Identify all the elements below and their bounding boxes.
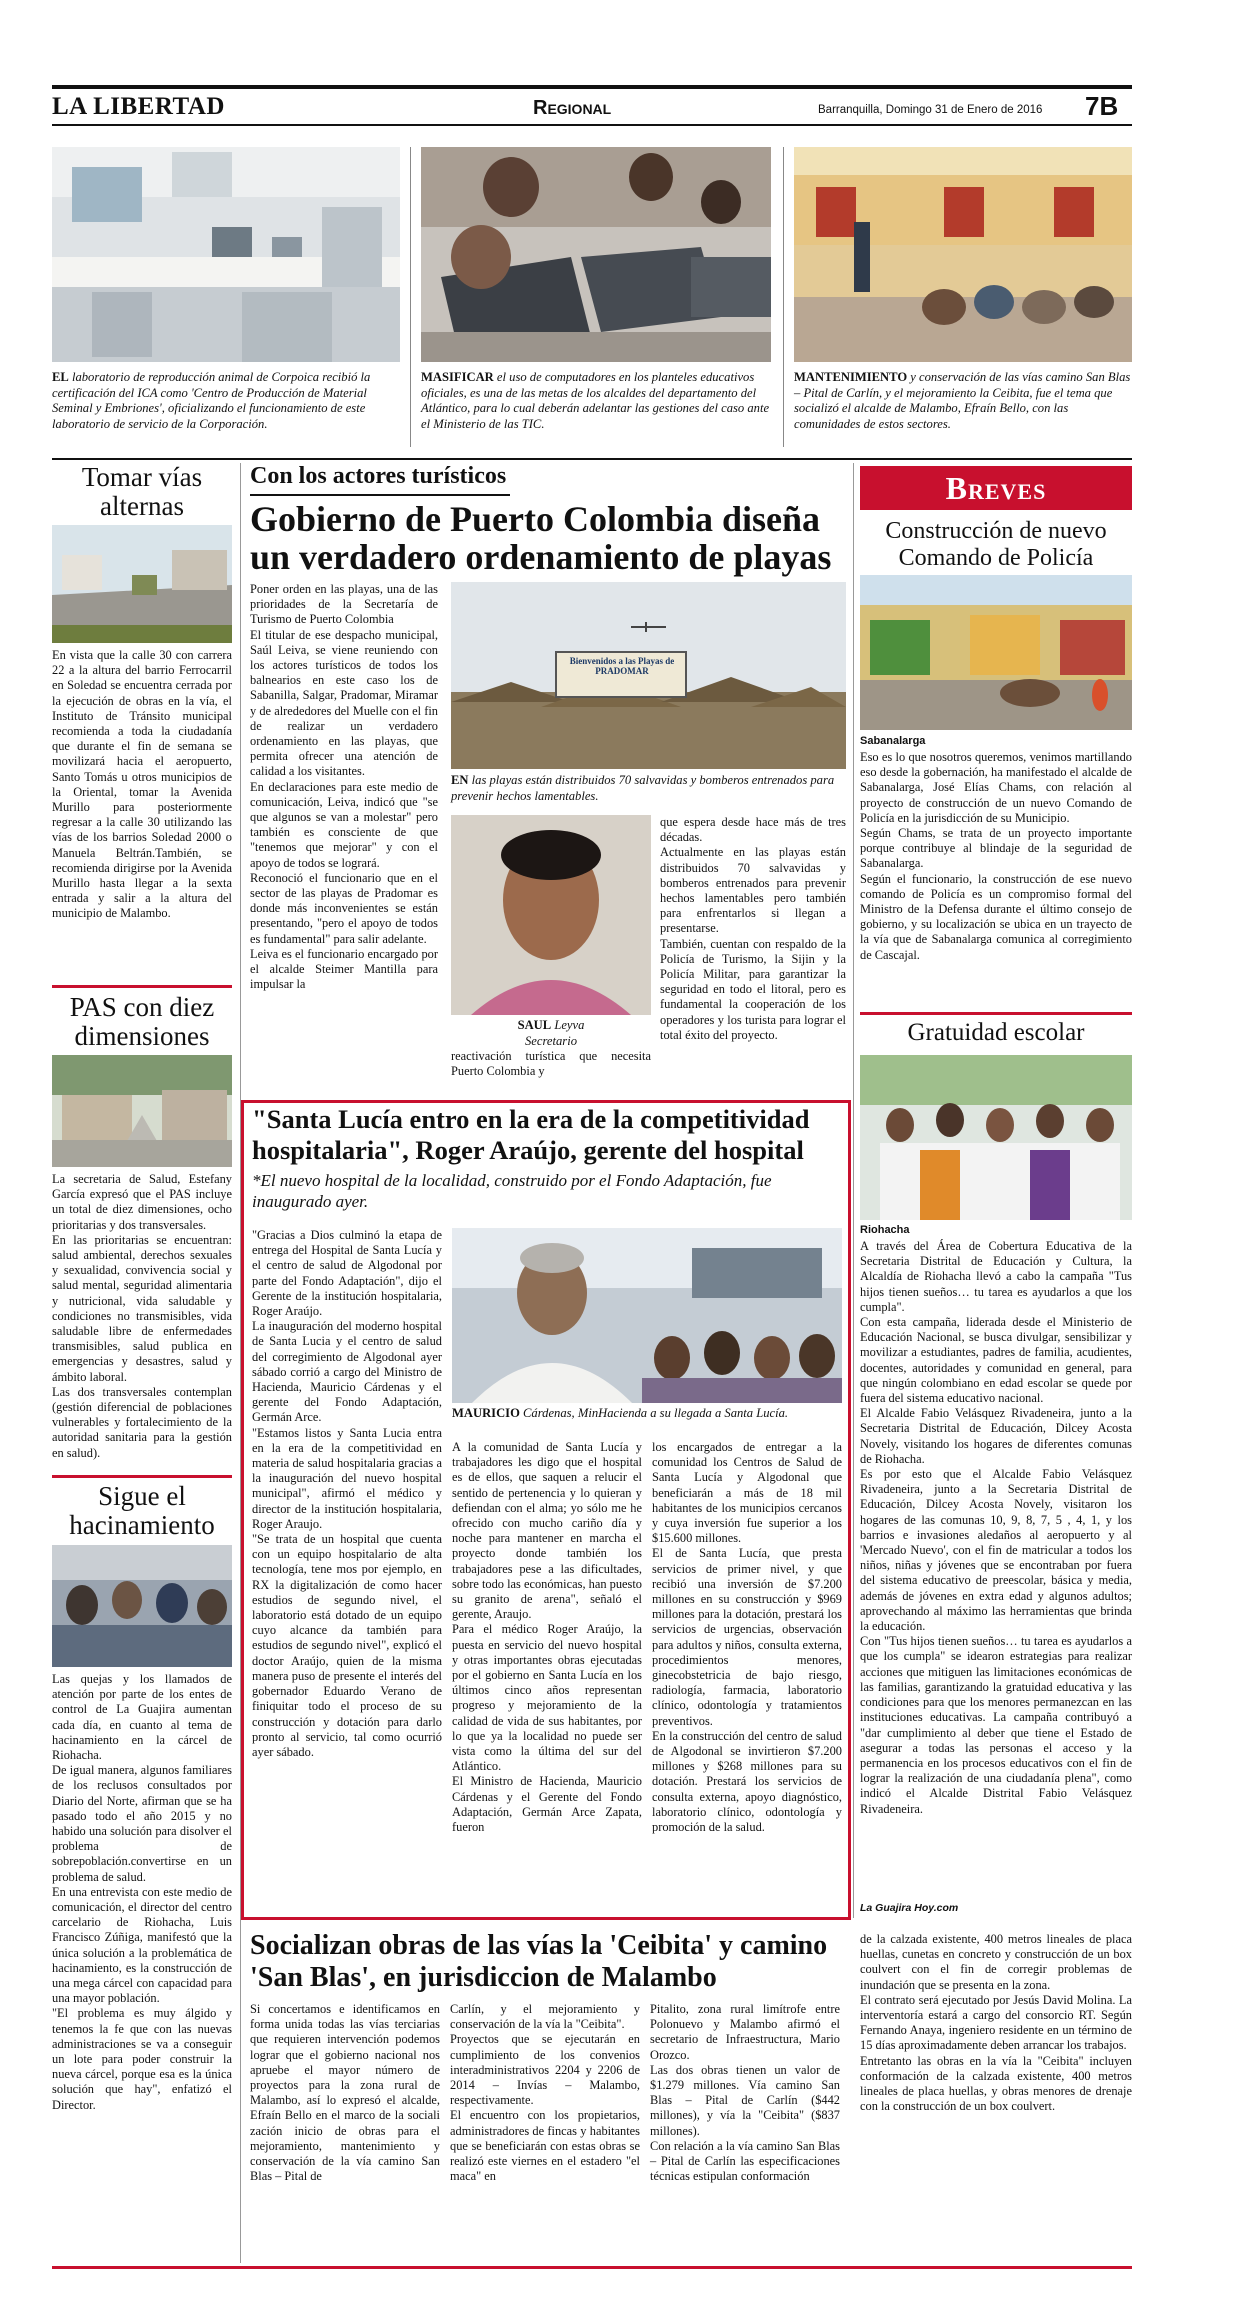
photo-health-street	[52, 1055, 232, 1167]
main-col1: Poner orden en las playas, una de las prioridades de la Secretaría de Turismo de Puerto Colombia El titular de ese despacho municipal, Saúl Leiva, se viene reuniendo con los actores turísticos de todos los balnearios en este caso los de Sabanilla, Salgar, Pradomar, Miramar y de alrededores del Muelle con el fin de realizar un verdadero ordenamiento en las playas, que permita ofrecer una atención de calidad a los visitantes. En declaraciones para este medio de comunicación, Leiva, indicó que "se que algunos se van a molestar" pero también es consciente de que "tenemos que mejorar" y con el apoyo de todos se logrará. Reconoció el funcionario que en el sector de las playas de Pradomar es donde más inconvenientes se están presentando, "pero el apoyo de todos es fundamental" para salir adelante. Leiva es el funcionario encargado por el alcalde Steimer Mantilla para impulsar la	[250, 582, 438, 992]
hospital-col1: "Gracias a Dios culminó la etapa de entrega del Hospital de Santa Lucía y el centro de salud de Algodonal por parte del Fondo Adaptación", dijo el Gerente de la institución hospitalaria, Roger Araújo. La inauguración del moderno hospital de Santa Lucia y el centro de salud del corregimiento de Algodonal ayer sábado corrió a cargo del Ministro de Hacienda, Mauricio Cárdenas y el gerente del Fondo Adaptación, Germán Arce. "Estamos listos y Santa Lucia entra en la era de la competitividad en materia de salud hospitalaria gracias a la inauguración del nuevo hospital municipal", afirmó el médico y director de la institución hospitalaria, Roger Araujo. "Se trata de un hospital que cuenta con un equipo hospitalario de alta tecnología, tene mos por ejemplo, en RX la digitalización de como hacer estudios de segundo nivel, el laboratorio está dotado de un equipo cuyo alcance da también para estudios de segundo nivel", explicó el doctor Araújo, quien de la misma manera puso de presente el interés del gobernador Eduardo Verano de finiquitar todo el proceso de su construcción y dotación para darlo pronto al servicio, tal como ocurrió ayer sábado.	[252, 1228, 442, 1759]
bottom-col1: Si concertamos e identificamos en forma unida todas las vías terciarias que requieren intervención podemos lograr que el gobierno nacional nos apruebe el mayor número de proyectos para la zona rural de Malambo, así lo expresó el alcalde, Efraín Bello en el marco de la sociali zación inicio de obras para el mejoramiento, mantenimiento y conservación de la vía camino San Blas – Pital de	[250, 2002, 440, 2184]
header-bottom-rule	[52, 124, 1132, 126]
beach-sign-text: Bienvenidos a las Playas de PRADOMAR	[569, 656, 675, 676]
dateline: Barranquilla, Domingo 31 de Enero de 2016	[818, 104, 1043, 116]
header-top-rule	[52, 85, 1132, 89]
page-number: 7B	[1085, 91, 1119, 121]
story-title-tomar-vias: Tomar vías alternas	[81, 462, 203, 521]
bottom-headline: Socializan obras de las vías la 'Ceibita' y camino 'San Blas', en jurisdiccion de Malambo	[250, 1930, 828, 1993]
paper-name: LA LIBERTAD	[52, 93, 225, 120]
brief-text-comando: Eso es lo que nosotros queremos, venimos martillando eso desde la gobernación, ha manifestado el alcalde de Sabanalarga, José Elías Chams, con relación al proyecto de construcción de un nuevo Comando de Policía en la jurisdicción de su Municipio. Según Chams, se trata de un proyecto importante porque contribuye al blindaje de la seguridad de Sabanalarga. Según el funcionario, la construcción de ese nuevo comando de Policía es un compromiso formal del Ministro de la Defensa durante el último consejo de gobierno, y su localización se ubica en un trayecto de la vía que de Sabanalarga comunica al corregimiento de Cascajal.	[860, 750, 1132, 962]
photo-computers	[421, 147, 771, 362]
brief-title-comando: Construcción de nuevo Comando de Policía	[885, 518, 1107, 571]
story-title-hacinamiento: Sigue el hacinamiento	[69, 1481, 215, 1540]
story-title-pas: PAS con diez dimensiones	[69, 992, 215, 1051]
caption-laboratory: EL laboratorio de reproducción animal de Corpoica recibió la certificación del ICA como 'Centro de Producción de Material Seminal y Embriones', oficializando el funcionamiento de este laboratorio de servicio de la Corporación.	[52, 370, 371, 431]
red-divider	[52, 1475, 232, 1478]
main-col2-bottom: reactivación turística que necesita Puerto Colombia y	[451, 1049, 651, 1079]
story-text-tomar-vias: En vista que la calle 30 con carrera 22 a la altura del barrio Ferrocarril en Soledad se encuentra cerrada por la ejecución de obras en la vía, el Instituto de Tránsito municipal recomienda a toda la ciudadanía que durante el fin de semana se movilizará hacia el aeropuerto, Santo Tomás u otros municipios de la Oriental, tomar la Avenida Murillo para posteriormente regresar a la calle 30 utilizando las vías de los barrios Soledad 2000 o Manuela Beltrán.También, se recomienda dirigirse por la Avenida Murillo hasta llegar a la sexta entrada y salir a la altura del municipio de Malambo.	[52, 648, 232, 921]
photo-school-campaign	[860, 1055, 1132, 1220]
caption-beach: EN las playas están distribuidos 70 salvavidas y bomberos entrenados para prevenir hechos lamentables.	[451, 773, 835, 803]
photo-street	[52, 525, 232, 643]
kicker-underline	[250, 494, 510, 496]
brief-text-gratuidad: A través del Área de Cobertura Educativa de la Secretaria Distrital de Educación y Cultura, la Alcaldía de Riohacha llevó a cabo la campaña "Tus hijos tienen sueños… tu tarea es ayudarlos a que los cumpla". Con esta campaña, liderada desde el Ministerio de Educación Nacional, se busca divulgar, sensibilizar y movilizar a estudiantes, padres de familia, acudientes, docentes, autoridades y comunidad en general, para que ningún colombiano en edad escolar se quede por fuera del sistema educativo nacional. El Alcalde Fabio Velásquez Rivadeneira, junto a la Secretaria Distrital de Educación, Dilcey Acosta Novely, visitando los hogares de diferentes comunas de Riohacha. Es por esto que el Alcalde Fabio Velásquez Rivadeneira, junto a la Secretaria Distrital de Educación, Dilcey Acosta Novely, visitaron los hogares de las comunas 10, 9, 8, 7, 5 , 4, 1, y los barrios e invasiones aledaños al aeropuerto y al 'Mercado Nuevo', con el fin de matricular a todos los niños, niñas y jóvenes que se encontraban por fuera del sistema educativo de preescolar, básica y media, además de jóvenes en extra edad y algunos adultos; aprovechando al máximo las herramientas que brinda la educación. Con "Tus hijos tienen sueños… tu tarea es ayudarlos a que los cumpla" se idearon estrategias para realizar acciones que mitiguen las limitaciones económicas de las familias, garantizando la gratuidad educativa y las condiciones para que los menores permanezcan en las instituciones educativas. La campaña contribuyó a "dar cumplimiento al deber que tiene el Estado de asegurar a todas las personas el acceso y la permanencia en los procesos educativos con el fin de lograr la realización de una ciudadanía plena", como indicó el Alcalde Distrital Fabio Velásquez Rivadeneira.	[860, 1239, 1132, 1816]
bottom-col2: Carlín, y el mejoramiento y conservación de la vía la "Ceibita". Proyectos que se ejecutarán en cumplimiento de los convenios interadministrativos 2204 y 2206 de 2014 – Invías – Malambo, respectivamente. El encuentro con los propietarios, administradores de fincas y habitantes que se beneficiarán con estas obras se realizó este viernes en el estadero "el maca" en	[450, 2002, 640, 2184]
photo-portrait-saul	[451, 815, 651, 1015]
main-headline: Gobierno de Puerto Colombia diseña un verdadero ordenamiento de playas	[250, 499, 832, 577]
hospital-col2: A la comunidad de Santa Lucía y trabajadores les digo que el hospital es de ellos, que saquen a relucir el sentido de pertenencia y lo quieran y defiendan con el alma; yo sólo me he ofrecido con mucho cariño día y noche para mantener en marcha el proyecto donde también los trabajadores pese a las dificultades, sobre todo las económicas, han puesto su granito de arena", señaló el gerente, Araujo. Para el médico Roger Araújo, la puesta en servicio del nuevo hospital y otras importantes obras ejecutadas por el gobierno en Santa Lucía en los últimos cinco años representan progreso y mejoramiento de la calidad de vida de sus habitantes, por lo que ya la localidad no puede ser vista como la última del sur del Atlántico. El Ministro de Hacienda, Mauricio Cárdenas y el Gerente del Fondo Adaptación, Germán Arce Zapata, fueron	[452, 1440, 642, 1835]
brief-source: La Guajira Hoy.com	[860, 1902, 959, 1914]
column-divider	[853, 463, 854, 1918]
breves-banner: Breves	[860, 466, 1132, 510]
caption-computers: MASIFICAR el uso de computadores en los planteles educativos oficiales, es una de las metas de los alcaldes del departamento del Atlántico, para lo cual deberán adelantar las gestiones del caso ante el Ministerio de las TIC.	[421, 370, 770, 431]
red-divider	[52, 985, 232, 988]
photo-prison	[52, 1545, 232, 1667]
caption-portrait-saul: SAUL Leyva Secretario	[517, 1018, 585, 1048]
brief-title-gratuidad: Gratuidad escolar	[907, 1019, 1085, 1046]
brief-location-sabanalarga: Sabanalarga	[860, 735, 926, 747]
photo-community-meeting	[794, 147, 1132, 362]
divider	[783, 147, 784, 447]
main-col3: que espera desde hace más de tres décadas. Actualmente en las playas están distribuidos 70 salvavidas y bomberos entrenados para prevenir hechos lamentables pero también para enfrentarlos si llegan a presentarse. También, cuentan con respaldo de la Policía de Turismo, la Sijin y la Policía Militar, para garantizar la seguridad en todo el litoral, pero es fundamental la cooperación de los operadores y los turista para lograr el total éxito del proyecto.	[660, 815, 846, 1042]
main-kicker: Con los actores turísticos	[250, 463, 507, 489]
footer-red-rule	[52, 2266, 1132, 2269]
bottom-col4: de la calzada existente, 400 metros lineales de placa huellas, cunetas en concreto y construcción de un box coulvert con el fin de corregir problemas de inundación que se presenta en la zona. El contrato será ejecutado por Jesús David Molina. La interventoría estará a cargo del consorcio RT. Según Fernando Anaya, ingeniero residente en un término de 15 días aproximadamente deben arrancar los trabajos. Entretanto las obras en la vía la "Ceibita" incluyen conformación de la calzada existente, 400 metros lineales de placa huellas, y obras menores de drenaje con la construcción de un box coulvert.	[860, 1932, 1132, 2114]
hospital-deck: *El nuevo hospital de la localidad, construido por el Fondo Adaptación, fue inaugurado ayer.	[252, 1171, 772, 1211]
photo-beach	[451, 582, 846, 769]
photo-laboratory	[52, 147, 400, 362]
photo-minister	[452, 1228, 842, 1403]
photos-bottom-rule	[52, 458, 1132, 460]
caption-community: MANTENIMIENTO y conservación de las vías camino San Blas – Pital de Carlín, y el mejoramiento la Ceibita, fue el tema que socializó el alcalde de Malambo, Efraín Bello, con las comunidades de estos sectores.	[794, 370, 1131, 431]
section-name: Regional	[533, 97, 612, 119]
story-text-hacinamiento: Las quejas y los llamados de atención por parte de los entes de control de La Guajira aumentan cada día, en cuanto al tema de hacinamiento en la cárcel de Riohacha. De igual manera, algunos familiares de los reclusos consultados por Diario del Norte, afirman que se ha pasado todo el año 2015 y no habido una solución para disolver el problema de sobrepoblación.convertirse en un problema de salud. En una entrevista con este medio de comunicación, el director del centro carcelario de Riohacha, Luis Francisco Zúñiga, manifestó que la única solución a la problemática de hacinamiento, es la construcción de una mega cárcel con capacidad para una mayor población. "El problema es muy álgido y tenemos la fe que con las nuevas administraciones se va a conseguir un lote para poder construir la nueva cárcel, porque esa es la única solución que hay", enfatizó el Director.	[52, 1672, 232, 2112]
divider	[410, 147, 411, 447]
hospital-col3: los encargados de entregar a la comunidad los Centros de Salud de Santa Lucía y Algodonal que beneficiarán a más de 18 mil habitantes de los municipios cercanos y cuya inversión fue superior a los $15.600 millones. El de Santa Lucía, que presta servicios de primer nivel, y que recibió una inversión de $7.200 millones en su construcción y $969 millones para la dotación, prestará los servicios de urgencias, observación para adultos y niños, consulta externa, procedimientos menores, ginecobstetricia de bajo riesgo, radiología, farmacia, laboratorio clínico, odontología y tratamientos preventivos. En la construcción del centro de salud de Algodonal se invirtieron $7.200 millones y $268 millones para su dotación. Prestará los servicios de consulta externa, apoyo diagnóstico, laboratorio clínico, odontología y promoción de la salud.	[652, 1440, 842, 1835]
red-divider	[860, 1012, 1132, 1015]
photo-police-street	[860, 575, 1132, 730]
bottom-col3: Pitalito, zona rural limítrofe entre Polonuevo y Malambo afirmó el secretario de Infraestructura, Mario Orozco. Las dos obras tienen un valor de $1.279 millones. Vía camino San Blas – Pital de Carlín ($442 millones), y vía la "Ceibita" ($837 millones). Con relación a la vía camino San Blas – Pital de Carlín las especificaciones técnicas estipulan conformación	[650, 2002, 840, 2184]
caption-minister: MAURICIO Cárdenas, MinHacienda a su llegada a Santa Lucía.	[452, 1406, 789, 1420]
story-text-pas: La secretaria de Salud, Estefany García expresó que el PAS incluye un total de diez dimensiones, ocho prioritarias y dos transversales. En las prioritarias se encuentran: salud ambiental, derechos sexuales y sexualidad, convivencia social y salud mental, seguridad alimentaria y nutricional, vida saludable y condiciones no transmisibles, vida saludable libre de enfermedades transmisibles, salud publica en emergencias y desastres, salud y ámbito laboral. Las dos transversales contemplan (gestión diferencial de poblaciones vulnerables y fortalecimiento de la autoridad sanitaria para la gestión en salud).	[52, 1172, 232, 1460]
brief-location-riohacha: Riohacha	[860, 1224, 910, 1236]
hospital-headline: "Santa Lucía entro en la era de la competitividad hospitalaria", Roger Araújo, gerente del hospital	[252, 1104, 810, 1165]
